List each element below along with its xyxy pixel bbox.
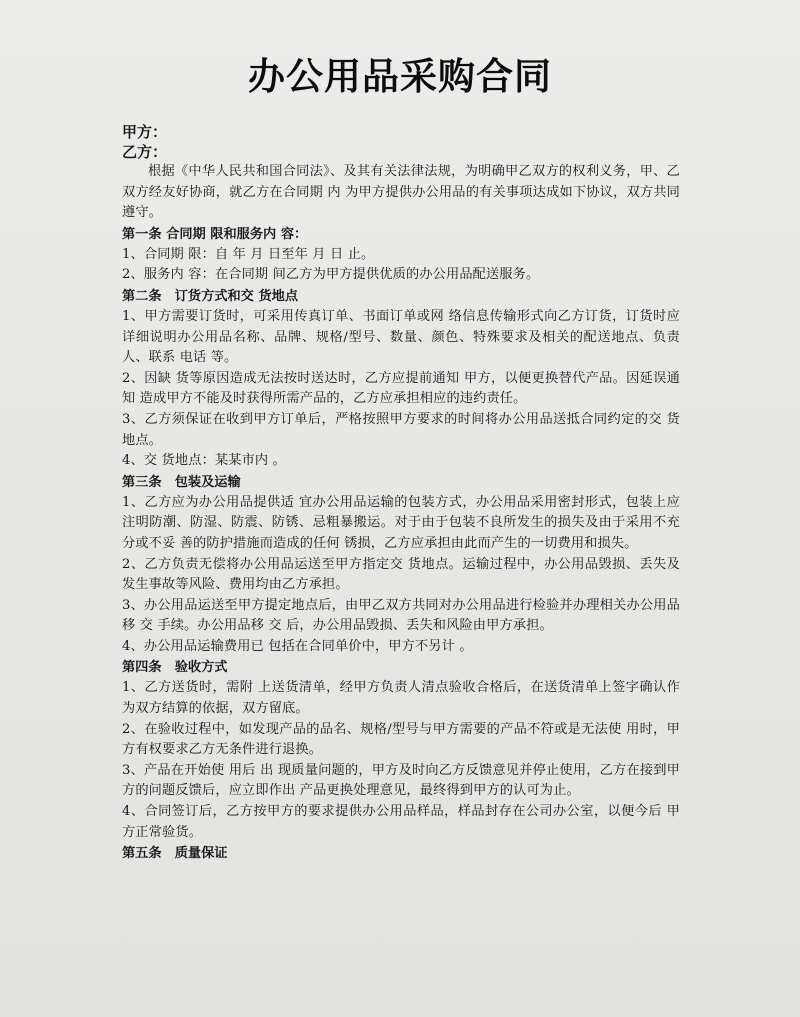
clause-paragraph: 2、因缺 货等原因造成无法按时送达时，乙方应提前通知 甲方，以便更换替代产品。因延误通知 造成甲方不能及时获得所需产品的，乙方应承担相应的违约责任。 (122, 370, 680, 407)
clause-paragraph: 3、办公用品运送至甲方提定地点后，由甲乙双方共同对办公用品进行检验并办理相关办公用品移 交 手续。办公用品移 交 后，办公用品毁损、丢失和风险由甲方承担。 (122, 597, 680, 634)
clause-paragraph: 4、合同签订后，乙方按甲方的要求提供办公用品样品，样品封存在公司办公室，以便今后 甲方正常验货。 (122, 804, 680, 840)
preamble-paragraph: 根据《中华人民共和国合同法》、及其有关法律法规，为明确甲乙双方的权利义务，甲、乙双方经友好协商，就乙方在合同期 内 为甲方提供办公用品的有关事项达成如下协议，双方共同遵守。 (122, 164, 680, 221)
section-heading: 第四条 验收方式 (122, 660, 228, 676)
party-a-label: 甲方： (122, 123, 168, 141)
clause-paragraph: 1、乙方应为办公用品提供适 宜办公用品运输的包装方式，办公用品采用密封形式，包装上应注明防潮、防湿、防震、防锈、忌粗暴搬运。对于由于包装不良所发生的损失及由于采用不充分或不妥 善的防护措施而造成的任何 锈损，乙方应承担由此而产生的一切费用和损失。 (122, 494, 680, 551)
clause-paragraph: 3、产品在开始使 用后 出 现质量问题的，甲方及时向乙方反馈意见并停止使用，乙方在接到甲方的问题反馈后，应立即作出 产品更换处理意见，最终得到甲方的认可为止。 (122, 762, 680, 799)
clause-paragraph: 4、办公用品运输费用已 包括在合同单价中，甲方不另计 。 (122, 638, 473, 654)
section-heading: 第三条 包装及运输 (122, 474, 241, 490)
section-heading: 第二条 订货方式和交 货地点 (122, 288, 299, 304)
clause-paragraph: 2、在验收过程中，如发现产品的品名、规格/型号与甲方需要的产品不符或是无法使 用时，甲方有权要求乙方无条件进行退换。 (122, 721, 680, 758)
clause-paragraph: 1、乙方送货时，需附 上送货清单，经甲方负责人清点验收合格后，在送货清单上签字确认作为双方结算的依据，双方留底。 (122, 680, 680, 717)
clause-paragraph: 2、服务内 容：在合同期 间乙方为甲方提供优质的办公用品配送服务。 (122, 267, 540, 283)
document-title: 办公用品采购合同 (248, 55, 552, 98)
clause-paragraph: 3、乙方须保证在收到甲方订单后，严格按照甲方要求的时间将办公用品送抵合同约定的交 货地点。 (122, 411, 680, 448)
contract-body (122, 162, 680, 864)
clause-paragraph: 1、甲方需要订货时，可采用传真订单、书面订单或网 络信息传输形式向乙方订货，订货时应详细说明办公用品名称、品牌、规格/型号、数量、颜色、特殊要求及相关的配送地点、负责人、联系 电话 等。 (122, 308, 680, 366)
party-b-label: 乙方： (122, 143, 168, 161)
section-heading: 第一条 合同期 限和服务内 容： (122, 226, 308, 242)
section-heading: 第五条 质量保证 (122, 846, 228, 862)
clause-paragraph: 4、交 货地点：某某市内 。 (122, 453, 286, 469)
clause-paragraph: 2、乙方负责无偿将办公用品运送至甲方指定交 货地点。运输过程中，办公用品毁损、丢失及发生事故等风险、费用均由乙方承担。 (122, 556, 680, 593)
clause-paragraph: 1、合同期 限：自 年 月 日至年 月 日 止。 (122, 246, 375, 262)
